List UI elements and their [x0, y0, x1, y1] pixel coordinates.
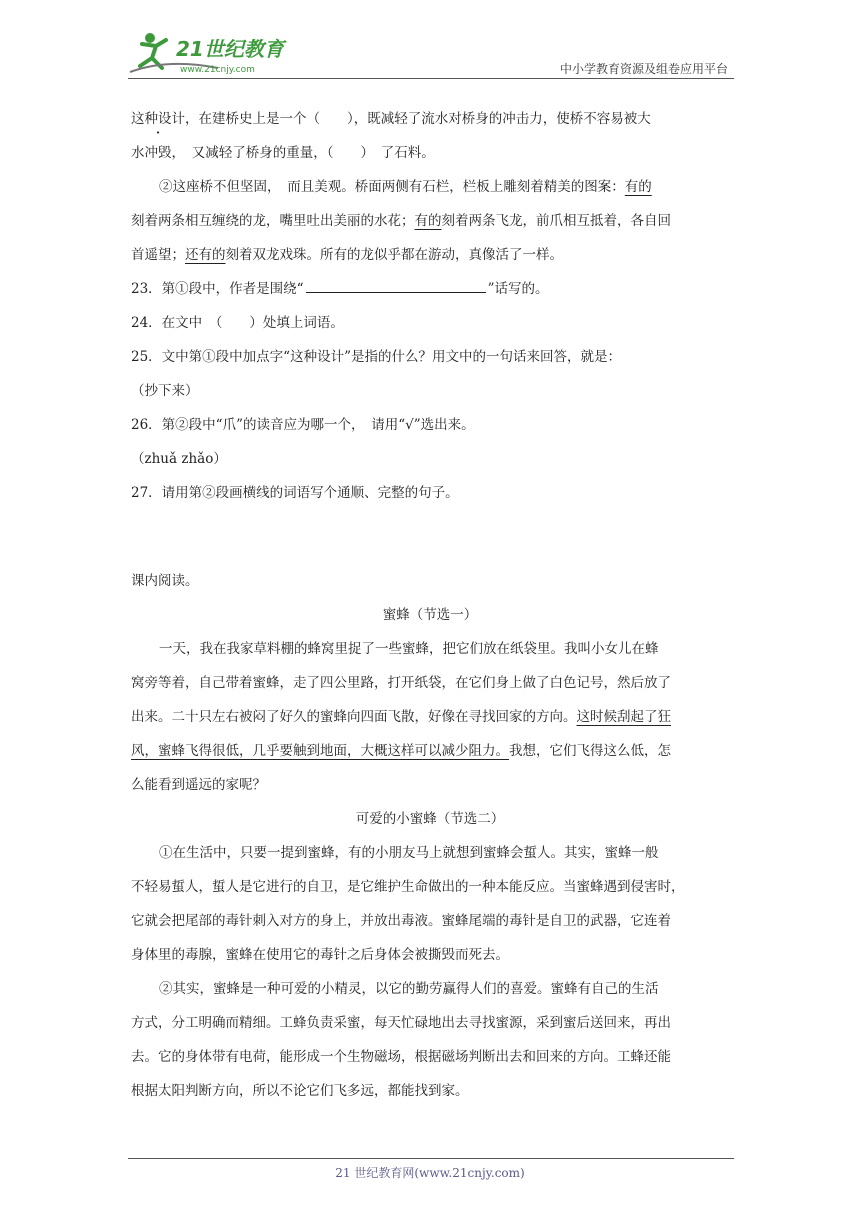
underlined-word: 有的: [414, 213, 442, 229]
passage-line: 首遥望；还有的刻着双龙戏珠。所有的龙似乎都在游动，真像活了一样。: [131, 247, 563, 263]
passage-title: 蜜蜂（节选一）: [382, 607, 478, 623]
question-26: 26．第②段中“爪”的读音应为哪一个， 请用“√”选出来。: [131, 417, 475, 433]
passage-line: 这种设计，在建桥史上是一个（ ），既减轻了流水对桥身的冲击力，使桥不容易被大: [131, 111, 651, 127]
passage-line: 出来。二十只左右被闷了好久的蜜蜂向四面飞散，好像在寻找回家的方向。这时候刮起了狂: [131, 709, 671, 725]
passage-line: 它就会把尾部的毒针刺入对方的身上，并放出毒液。蜜蜂尾端的毒针是自卫的武器，它连着: [131, 913, 671, 929]
passage-line: 窝旁等着，自己带着蜜蜂，走了四公里路，打开纸袋，在它们身上做了白色记号，然后放了: [131, 675, 671, 691]
underlined-sentence: 风，蜜蜂飞得很低，几乎要触到地面，大概这样可以减少阻力。: [131, 743, 509, 759]
header-divider: [128, 78, 734, 79]
question-27: 27．请用第②段画横线的词语写个通顺、完整的句子。: [131, 485, 459, 501]
passage-line: 风，蜜蜂飞得很低，几乎要触到地面，大概这样可以减少阻力。我想，它们飞得这么低，怎: [131, 743, 671, 759]
answer-blank[interactable]: [306, 278, 486, 293]
document-body: [131, 102, 729, 1108]
footer-divider: [128, 1158, 734, 1159]
logo-url: www.21cnjy.com: [180, 65, 255, 75]
passage-line: ①在生活中，只要一提到蜜蜂，有的小朋友马上就想到蜜蜂会蜇人。其实，蜜蜂一般: [159, 845, 659, 861]
underlined-word: 有的: [624, 179, 652, 195]
passage-line: 水冲毁， 又减轻了桥身的重量，（ ） 了石料。: [131, 145, 435, 161]
question-24: 24．在文中 （ ）处填上词语。: [131, 315, 344, 331]
passage-line: 一天，我在我家草料棚的蜂窝里捉了一些蜜蜂，把它们放在纸袋里。我叫小女儿在蜂: [159, 641, 659, 657]
question-25-note: （抄下来）: [131, 383, 199, 399]
question-26-options: （zhuǎ zhǎo）: [131, 451, 227, 467]
passage-line: 身体里的毒腺，蜜蜂在使用它的毒针之后身体会被撕毁而死去。: [131, 947, 509, 963]
passage-line: 去。它的身体带有电荷，能形成一个生物磁场，根据磁场判断出去和回来的方向。工蜂还能: [131, 1049, 671, 1065]
page-header: [128, 28, 732, 80]
passage-line: ②这座桥不但坚固， 而且美观。桥面两侧有石栏，栏板上雕刻着精美的图案：有的: [159, 179, 652, 195]
underlined-word: 还有的: [185, 247, 226, 263]
passage-line: ②其实，蜜蜂是一种可爱的小精灵，以它的勤劳赢得人们的喜爱。蜜蜂有自己的生活: [159, 981, 659, 997]
passage-line: 根据太阳判断方向，所以不论它们飞多远，都能找到家。: [131, 1083, 469, 1099]
passage-line: 么能看到遥远的家呢？: [131, 777, 266, 793]
logo-text: 21世纪教育: [176, 37, 284, 61]
passage-line: 刻着两条相互缠绕的龙，嘴里吐出美丽的水花；有的刻着两条飞龙，前爪相互抵着，各自回: [131, 213, 671, 229]
question-23: 23．第①段中，作者是围绕“ ”话写的。: [131, 272, 729, 306]
section-heading: 课内阅读。: [131, 573, 199, 589]
site-name: 中小学教育资源及组卷应用平台: [559, 62, 728, 76]
passage-title: 可爱的小蜜蜂（节选二）: [355, 811, 505, 827]
passage-line: 方式，分工明确而精细。工蜂负责采蜜，每天忙碌地出去寻找蜜源，采到蜜后送回来，再出: [131, 1015, 671, 1031]
site-logo: [128, 28, 298, 78]
dotted-phrase: 这种设计: [131, 111, 185, 127]
underlined-sentence: 这时候刮起了狂: [576, 709, 671, 725]
page-footer: 21 世纪教育网(www.21cnjy.com): [335, 1166, 525, 1180]
passage-line: 不轻易蜇人，蜇人是它进行的自卫，是它维护生命做出的一种本能反应。当蜜蜂遇到侵害时，: [131, 879, 685, 895]
question-25: 25．文中第①段中加点字“这种设计”是指的什么？用文中的一句话来回答，就是：: [131, 349, 621, 365]
